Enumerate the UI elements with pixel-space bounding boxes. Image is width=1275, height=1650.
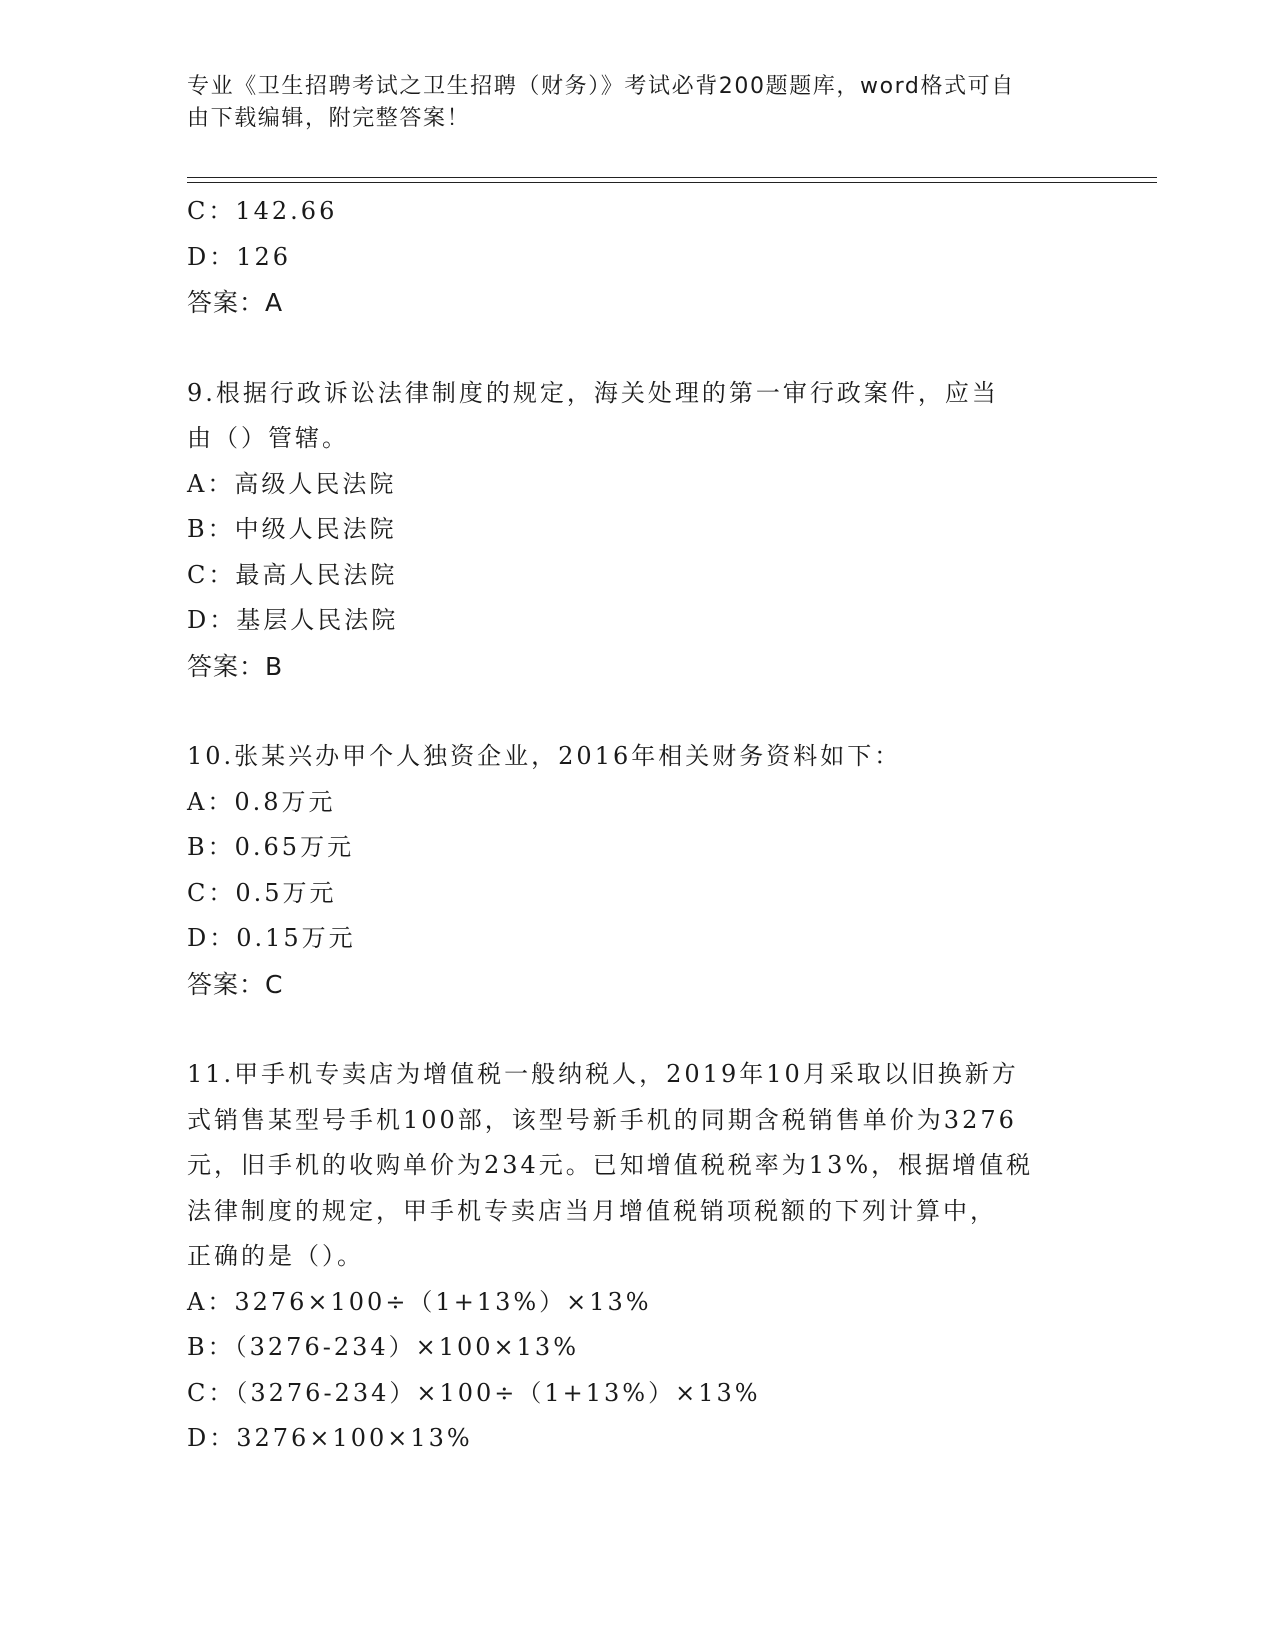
option-c: C：142.66 (187, 197, 338, 225)
document-header (187, 71, 1067, 135)
option-b: B：（3276-234）×100×13% (187, 1333, 580, 1361)
option-c: C：最高人民法院 (187, 560, 398, 589)
option-d: D：126 (187, 242, 292, 271)
option-d: D：3276×100×13% (187, 1424, 473, 1452)
option-d: D：0.15万元 (187, 924, 356, 952)
answer-line: 答案：C (187, 969, 284, 999)
question-text-line: 由（）管辖。 (187, 424, 349, 452)
spacer (187, 1007, 1087, 1052)
option-b: B：中级人民法院 (187, 515, 397, 543)
answer-line: 答案：A (187, 288, 284, 317)
option-c: C：（3276-234）×100÷（1+13%）×13% (187, 1378, 761, 1407)
header-rule-top (187, 177, 1157, 178)
option-c: C：0.5万元 (187, 878, 337, 907)
question-content (187, 189, 1087, 1462)
question-text-line: 10.张某兴办甲个人独资企业，2016年相关财务资料如下： (187, 742, 902, 770)
spacer (187, 326, 1087, 371)
question-text-line: 正确的是（）。 (187, 1242, 364, 1270)
option-a: A：3276×100÷（1+13%）×13% (187, 1287, 652, 1316)
header-rule-bottom (187, 182, 1157, 183)
option-a: A：高级人民法院 (187, 469, 397, 498)
answer-line: 答案：B (187, 651, 284, 681)
question-9 (187, 371, 1087, 690)
option-b: B：0.65万元 (187, 833, 355, 861)
prev-question (187, 189, 1087, 326)
question-10 (187, 734, 1087, 1007)
question-text-line: 式销售某型号手机100部，该型号新手机的同期含税销售单价为3276 (187, 1105, 1017, 1134)
question-text-line: 法律制度的规定，甲手机专卖店当月增值税销项税额的下列计算中， (187, 1196, 997, 1225)
question-text-line: 元，旧手机的收购单价为234元。已知增值税税率为13%，根据增值税 (187, 1151, 1034, 1179)
spacer (187, 689, 1087, 734)
question-11 (187, 1052, 1087, 1462)
question-text-line: 9.根据行政诉讼法律制度的规定，海关处理的第一审行政案件，应当 (187, 378, 999, 407)
header-line-2: 由下载编辑，附完整答案！ (187, 106, 471, 131)
header-line-1: 专业《卫生招聘考试之卫生招聘（财务）》考试必背200题题库，word格式可自 (187, 74, 1015, 99)
option-a: A：0.8万元 (187, 787, 336, 816)
option-d: D：基层人民法院 (187, 606, 399, 634)
question-text-line: 11.甲手机专卖店为增值税一般纳税人，2019年10月采取以旧换新方 (187, 1060, 1019, 1088)
